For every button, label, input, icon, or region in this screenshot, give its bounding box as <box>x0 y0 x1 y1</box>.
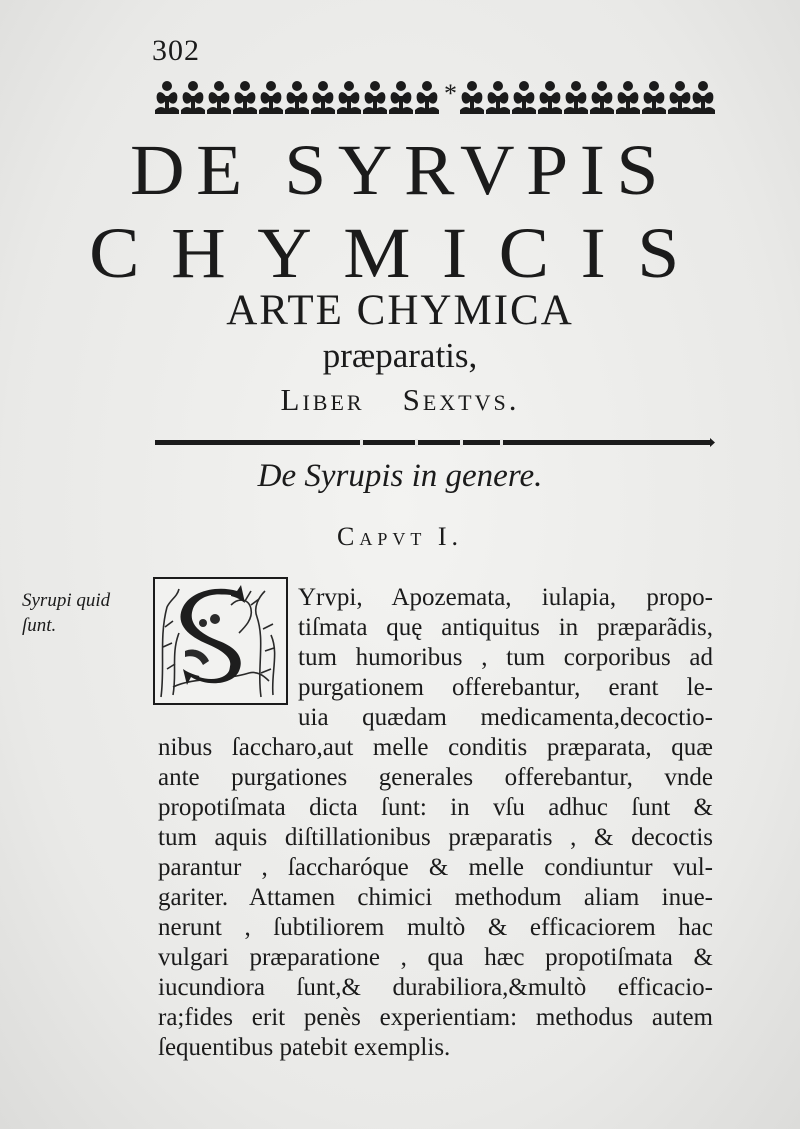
title-line-3: ARTE CHYMICA <box>226 287 574 334</box>
marginal-note-line: Syrupi quid <box>22 590 111 611</box>
chapter-heading: Capvt I. <box>336 522 463 551</box>
title-line-2: CHYMICIS <box>89 213 711 293</box>
divider-rule <box>155 436 715 450</box>
body-line: nerunt , ſubtiliorem multò & efficaciorem hac <box>158 914 713 941</box>
body-line: nibus ſaccharo,aut melle conditis præparata, quæ <box>158 734 713 761</box>
body-line: vulgari præparatione , qua hæc propotiſmata & <box>158 944 713 971</box>
body-line: parantur , ſaccharóque & melle condiuntur vul- <box>158 854 713 881</box>
body-line: propotiſmata dicta ſunt: in vſu adhuc ſunt & <box>158 794 713 821</box>
body-line: purgationem offerebantur, erant le- <box>298 674 713 701</box>
body-line: iucundiora ſunt,& durabiliora,&multò efficacio- <box>158 974 713 1001</box>
title-line-5-word-1: Liber <box>280 382 365 417</box>
body-line: ra;fides erit penès experientiam: methodus autem <box>158 1004 713 1031</box>
body-line: uia quædam medicamenta,decoctio- <box>298 704 713 731</box>
body-line: tum humoribus , tum corporibus ad <box>298 644 713 671</box>
body-line: ſequentibus patebit exemplis. <box>158 1034 451 1061</box>
section-title: De Syrupis in genere. <box>257 458 543 494</box>
body-line: Yrvpi, Apozemata, iulapia, propo- <box>298 584 713 611</box>
ornament-band <box>153 78 715 116</box>
title-line-1: DE SYRVPIS <box>129 130 671 210</box>
decorated-initial <box>153 577 288 705</box>
marginal-note <box>22 588 152 638</box>
body-line: gariter. Attamen chimici methodum aliam inue- <box>158 884 713 911</box>
marginal-note-line: ſunt. <box>22 615 57 636</box>
title-line-4: præparatis, <box>322 336 478 375</box>
title-line-5-word-2: Sextvs. <box>402 382 520 417</box>
page-number: 302 <box>152 34 200 67</box>
body-line: tiſmata quę antiquitus in præparãdis, <box>298 614 713 641</box>
body-line: tum aquis diſtillationibus præparatis , & decoctis <box>158 824 713 851</box>
svg-text:*: * <box>444 79 457 108</box>
body-line: ante purgationes generales offerebantur, vnde <box>158 764 713 791</box>
title-line-5 <box>0 382 800 418</box>
